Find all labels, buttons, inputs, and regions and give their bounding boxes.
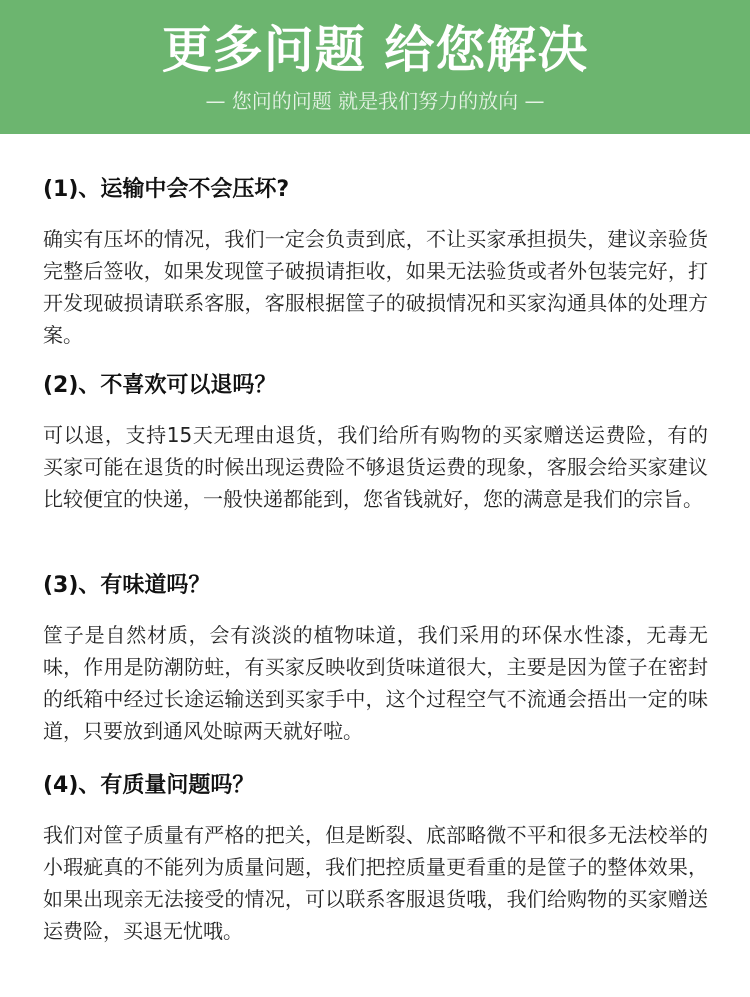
faq-answer: 筐子是自然材质，会有淡淡的植物味道，我们采用的环保水性漆，无毒无味，作用是防潮防蛀，有买家反映收到货味道很大，主要是因为筐子在密封的纸箱中经过长途运输送到买家手中，这个过程空气不流通会捂出一定的味道，只要放到通风处晾两天就好啦。 [43, 623, 708, 743]
faq-item-2 [43, 371, 708, 515]
faq-answer: 可以退，支持15天无理由退货，我们给所有购物的买家赠送运费险，有的买家可能在退货的时候出现运费险不够退货运费的现象，客服会给买家建议比较便宜的快递，一般快递都能到，您省钱就好，您的满意是我们的宗旨。 [43, 423, 708, 511]
page-title: 更多问题 给您解决 [161, 21, 589, 79]
faq-item-4 [43, 771, 708, 947]
faq-answer: 确实有压坏的情况，我们一定会负责到底，不让买家承担损失，建议亲验货完整后签收，如果发现筐子破损请拒收，如果无法验货或者外包装完好，打开发现破损请联系客服，客服根据筐子的破损情况和买家沟通具体的处理方案。 [43, 227, 708, 347]
faq-question: (4)、有质量问题吗？ [43, 773, 255, 798]
faq-answer: 我们对筐子质量有严格的把关，但是断裂、底部略微不平和很多无法校举的小瑕疵真的不能列为质量问题，我们把控质量更看重的是筐子的整体效果，如果出现亲无法接受的情况，可以联系客服退货哦，我们给购物的买家赠送运费险，买退无忧哦。 [43, 823, 708, 943]
faq-item-3 [43, 571, 708, 747]
header-banner [0, 0, 750, 134]
faq-question: (2)、不喜欢可以退吗？ [43, 373, 277, 398]
page-subtitle: — 您问的问题 就是我们努力的放向 — [205, 89, 545, 113]
faq-question: (3)、有味道吗？ [43, 573, 211, 598]
faq-item-1 [43, 175, 708, 351]
faq-question: (1)、运输中会不会压坏? [43, 177, 290, 202]
